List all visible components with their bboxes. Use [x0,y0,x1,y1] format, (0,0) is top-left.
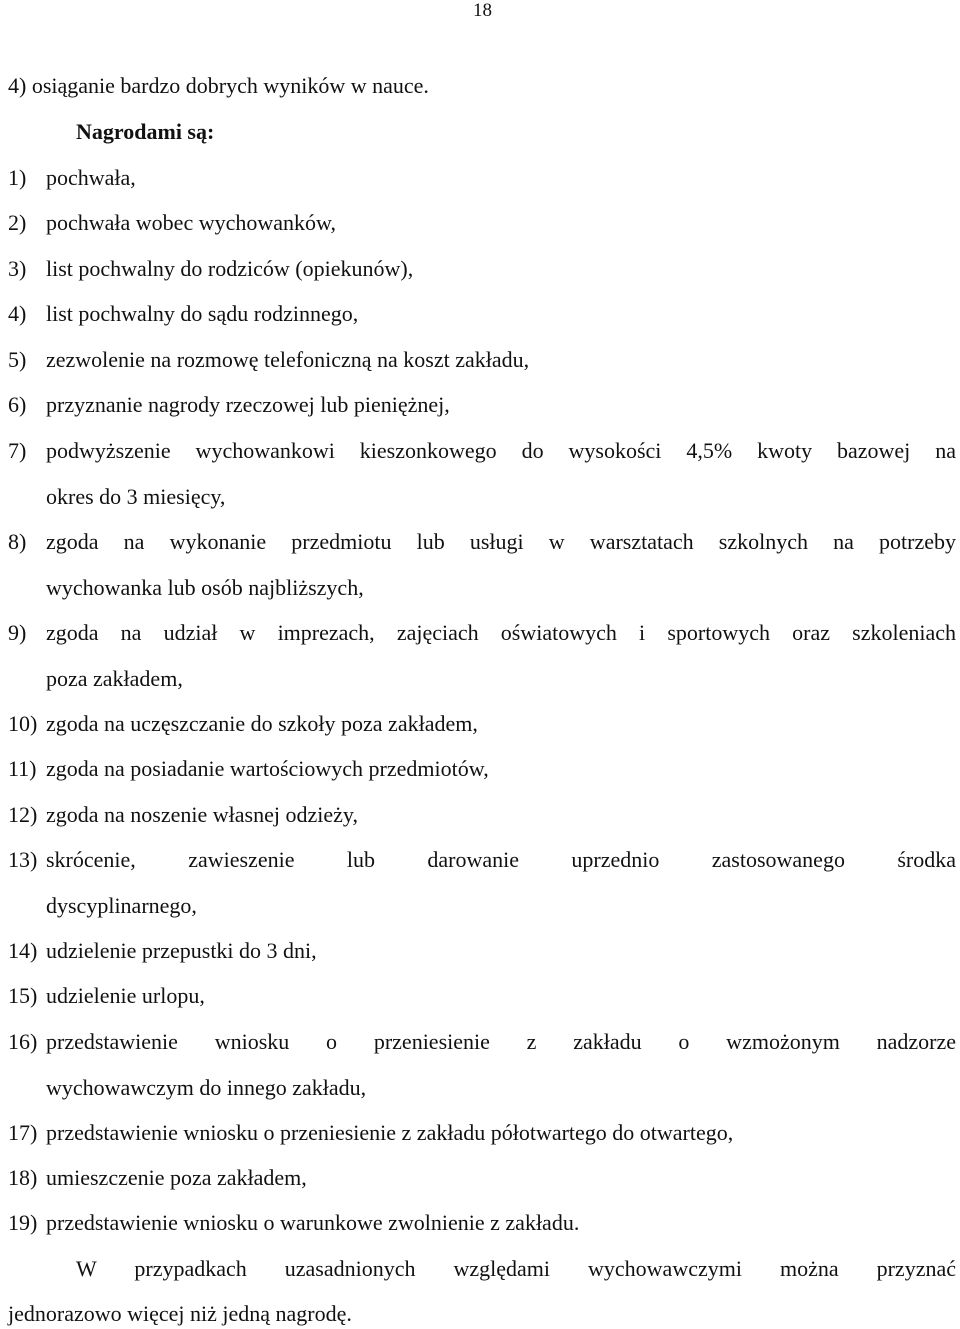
item-text: przedstawienie wniosku o przeniesienie z zakładu o wzmożonym nadzorze [46,1029,956,1054]
item-number: 16) [8,1029,38,1054]
closing-paragraph-line-2: jednorazowo więcej niż jedną nagrodę. [8,1301,352,1326]
item-text: umieszczenie poza zakładem, [46,1165,307,1190]
item-number: 3) [8,256,27,281]
item-text: przedstawienie wniosku o przeniesienie z zakładu półotwartego do otwartego, [46,1120,734,1145]
item-text: przedstawienie wniosku o warunkowe zwolnienie z zakładu. [46,1210,580,1235]
item-number: 18) [8,1165,38,1190]
item-text-continuation: dyscyplinarnego, [46,893,197,918]
item-number: 12) [8,802,38,827]
item-number: 19) [8,1210,38,1235]
item-number: 5) [8,347,27,372]
item-text-continuation: poza zakładem, [46,666,183,691]
item-number: 11) [8,756,37,781]
item-number: 4) [8,301,27,326]
item-text: list pochwalny do rodziców (opiekunów), [46,256,414,281]
item-text: udzielenie przepustki do 3 dni, [46,938,317,963]
item-number: 14) [8,938,38,963]
rewards-heading: Nagrodami są: [76,119,215,144]
item-number: 17) [8,1120,38,1145]
item-number: 9) [8,620,27,645]
item-text: pochwała wobec wychowanków, [46,210,336,235]
item-text: podwyższenie wychowankowi kieszonkowego do wysokości 4,5% kwoty bazowej na [46,438,956,463]
item-text: zgoda na udział w imprezach, zajęciach oświatowych i sportowych oraz szkoleniach [46,620,956,645]
item-text: pochwała, [46,165,136,190]
item-number: 2) [8,210,27,235]
closing-paragraph-line-1: W przypadkach uzasadnionych względami wychowawczymi można przyznać [76,1256,956,1281]
item-text: zgoda na noszenie własnej odzieży, [46,802,358,827]
item-text: zgoda na uczęszczanie do szkoły poza zakładem, [46,711,478,736]
item-text-continuation: wychowawczym do innego zakładu, [46,1075,367,1100]
item-number: 10) [8,711,38,736]
item-number: 1) [8,165,27,190]
item-text: zezwolenie na rozmowę telefoniczną na koszt zakładu, [46,347,530,372]
item-number: 6) [8,392,27,417]
item-number: 13) [8,847,38,872]
item-text: list pochwalny do sądu rodzinnego, [46,301,359,326]
item-text-continuation: okres do 3 miesięcy, [46,484,226,509]
item-number: 8) [8,529,27,554]
item-text: zgoda na posiadanie wartościowych przedmiotów, [46,756,489,781]
item-number: 7) [8,438,27,463]
item-text: skrócenie, zawieszenie lub darowanie uprzednio zastosowanego środka [46,847,956,872]
item-text: przyznanie nagrody rzeczowej lub pieniężnej, [46,392,450,417]
page-number: 18 [473,0,492,21]
item-text: udzielenie urlopu, [46,983,205,1008]
item-text-continuation: wychowanka lub osób najbliższych, [46,575,364,600]
item-text: zgoda na wykonanie przedmiotu lub usługi w warsztatach szkolnych na potrzeby [46,529,956,554]
intro-item: 4) osiąganie bardzo dobrych wyników w nauce. [8,73,429,98]
item-number: 15) [8,983,38,1008]
